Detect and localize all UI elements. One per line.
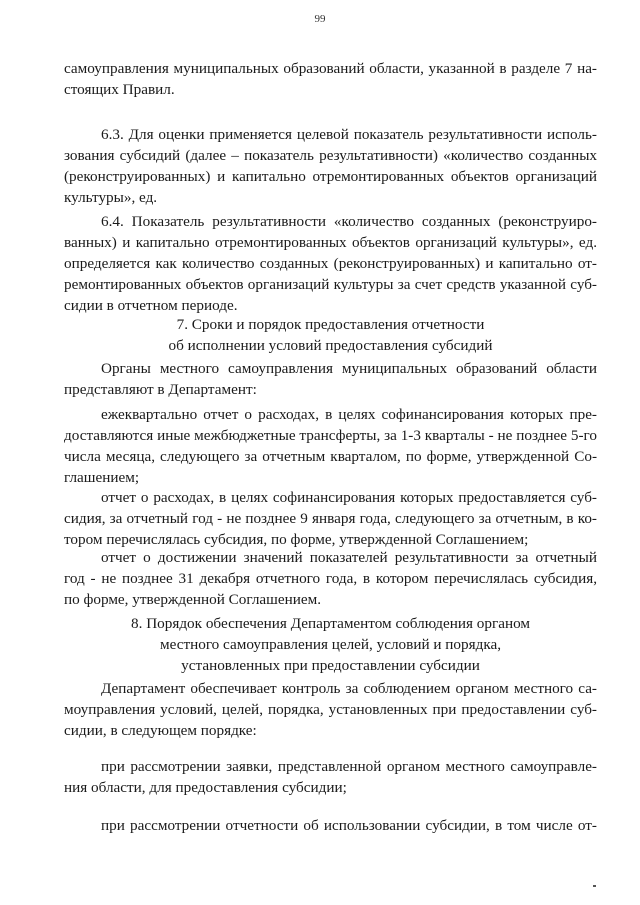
text-line: ния области, для предоставления субсидии; — [64, 779, 347, 796]
text-line: при рассмотрении заявки, представленной органом местного самоуправле- — [101, 758, 597, 775]
text-line: культуры», ед. — [64, 189, 158, 206]
paragraph-reporting-review — [64, 815, 597, 836]
text-line: зования субсидий (далее – показатель результативности) «количество созданных — [64, 147, 597, 164]
scan-artifact — [593, 885, 596, 887]
text-line: 6.4. Показатель результативности «количество созданных (реконструиро- — [101, 213, 597, 230]
paragraph-department-control — [64, 678, 597, 741]
text-line: самоуправления муниципальных образований области, указанной в разделе 7 на- — [64, 60, 597, 77]
text-line: (реконструированных) и капитально отремонтированных объектов организаций — [64, 168, 597, 185]
text-line: Органы местного самоуправления муниципальных образований области — [101, 360, 597, 377]
text-line: сидии, в следующем порядке: — [64, 722, 257, 739]
text-line: определяется как количество созданных (реконструированных) и капитально от- — [64, 255, 597, 272]
heading-line: 8. Порядок обеспечения Департаментом соблюдения органом — [131, 615, 530, 632]
text-line: по форме, утвержденной Соглашением. — [64, 591, 321, 608]
heading-line: об исполнении условий предоставления субсидий — [168, 337, 493, 354]
text-line: отчет о расходах, в целях софинансирования которых предоставляется суб- — [101, 489, 597, 506]
text-line: при рассмотрении отчетности об использовании субсидии, в том числе от- — [101, 817, 597, 834]
paragraph-6-4 — [64, 211, 597, 316]
text-line: ванных) и капитально отремонтированных объектов организаций культуры», ед. — [64, 234, 597, 251]
paragraph-continuation — [64, 58, 597, 100]
text-line: моуправления условий, целей, порядка, установленных при предоставлении суб- — [64, 701, 597, 718]
paragraph-application-review — [64, 756, 597, 798]
heading-line: 7. Сроки и порядок предоставления отчетности — [176, 316, 485, 333]
text-line: 6.3. Для оценки применяется целевой показатель результативности исполь- — [101, 126, 597, 143]
paragraph-6-3 — [64, 124, 597, 208]
text-line: глашением; — [64, 469, 140, 486]
paragraph-results-report — [64, 547, 597, 610]
text-line: доставляются иные межбюджетные трансферты, за 1-3 кварталы - не позднее 5-го — [64, 427, 597, 444]
section-8-heading — [64, 613, 597, 676]
text-line: ежеквартально отчет о расходах, в целях софинансирования которых пре- — [101, 406, 597, 423]
heading-line: установленных при предоставлении субсидии — [181, 657, 480, 674]
text-line: тором перечислялась субсидия, по форме, утвержденной Соглашением; — [64, 531, 529, 548]
text-line: представляют в Департамент: — [64, 381, 257, 398]
text-line: числа месяца, следующего за отчетным кварталом, по форме, утвержденной Со- — [64, 448, 597, 465]
text-line: отчет о достижении значений показателей результативности за отчетный — [101, 549, 597, 566]
paragraph-section-7-intro — [64, 358, 597, 400]
text-line: сидия, за отчетный год - не позднее 9 января года, следующего за отчетным, в ко- — [64, 510, 597, 527]
text-line: год - не позднее 31 декабря отчетного года, в котором перечислялась субсидия, — [64, 570, 597, 587]
section-7-heading — [64, 314, 597, 356]
paragraph-quarterly-report — [64, 404, 597, 488]
text-line: сидии в отчетном периоде. — [64, 297, 238, 314]
heading-line: местного самоуправления целей, условий и порядка, — [159, 636, 502, 653]
paragraph-annual-report — [64, 487, 597, 550]
page-number: 99 — [314, 13, 326, 25]
text-line: Департамент обеспечивает контроль за соблюдением органом местного са- — [101, 680, 597, 697]
text-line: ремонтированных объектов организаций культуры за счет средств указанной суб- — [64, 276, 597, 293]
text-line: стоящих Правил. — [64, 81, 175, 98]
